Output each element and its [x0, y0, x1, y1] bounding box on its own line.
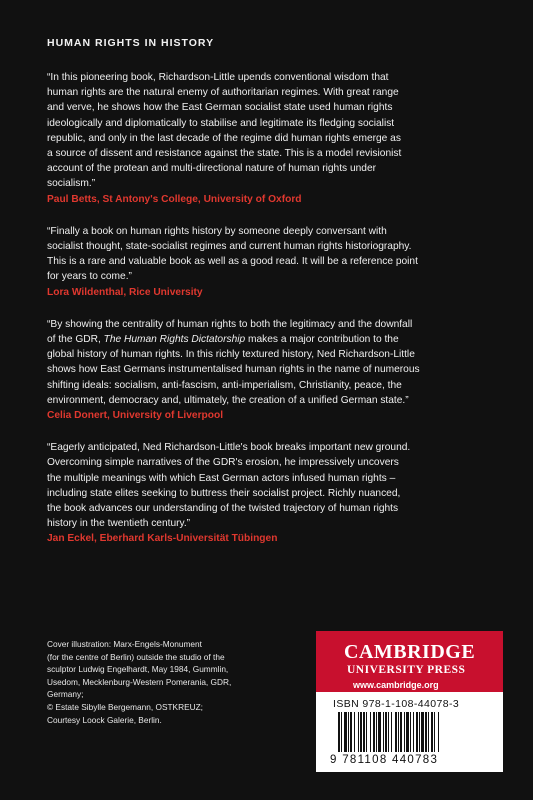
quote-line: This is a rare and valuable book as well as a good read. It will be a reference point: [47, 256, 418, 268]
quote-line: the book advances our understanding of the twisted trajectory of human rights: [47, 503, 399, 515]
credit-line: (for the centre of Berlin) outside the studio of the: [47, 651, 225, 662]
barcode-number: 9 781108 440783: [330, 754, 439, 766]
barcode-icon: [338, 712, 488, 752]
quote-betts: [47, 70, 507, 207]
barcode-panel: [316, 692, 503, 772]
quote-line: global history of human rights. In this richly textured history, Ned Richardson-Little: [47, 349, 415, 361]
publisher-name: CAMBRIDGE: [344, 641, 476, 663]
quote-wildenthal: [47, 224, 507, 300]
quote-line: socialist thought, state-socialist regimes and current human rights historiography.: [47, 241, 412, 253]
quote-line: history in the twentieth century.”: [47, 518, 191, 530]
quote-line-part: makes a major contribution to the: [245, 334, 399, 346]
quote-line: ideologically and diplomatically to stabilise and legitimate its fledging socialist: [47, 117, 395, 129]
quote-donert: [47, 317, 507, 423]
quote-line: and verve, he shows how the East German socialist state used human rights: [47, 102, 393, 114]
quote-line: “Finally a book on human rights history by someone deeply conversant with: [47, 225, 387, 237]
quote-line: “Eagerly anticipated, Ned Richardson-Little's book breaks important new ground.: [47, 442, 411, 454]
quote-attribution: Celia Donert, University of Liverpool: [47, 410, 224, 422]
series-title: HUMAN RIGHTS IN HISTORY: [47, 37, 215, 49]
quote-line: for years to come.”: [47, 271, 132, 283]
quote-line: account of the protean and multi-directional nature of human rights under: [47, 163, 377, 175]
cover-credit: [47, 638, 279, 726]
quote-line: environment, democracy and, ultimately, the creation of a unified German state.”: [47, 394, 409, 406]
credit-line: Courtesy Loock Galerie, Berlin.: [47, 714, 162, 725]
quote-line-part: of the GDR,: [47, 334, 104, 346]
book-title: The Human Rights Dictatorship: [103, 334, 246, 346]
quotes-section: [47, 70, 507, 564]
publisher-subtitle: UNIVERSITY PRESS: [347, 664, 466, 676]
quote-line: “In this pioneering book, Richardson-Little upends conventional wisdom that: [47, 72, 389, 83]
quote-text: [47, 70, 507, 192]
quote-attribution: Paul Betts, St Antony's College, University of Oxford: [47, 193, 302, 205]
quote-line: including state elites seeking to buttress their socialist project. Richly nuanced,: [47, 487, 401, 499]
quote-line: Overcoming simple narratives of the GDR's erosion, he impressively uncovers: [47, 457, 399, 469]
quote-line: a source of dissent and resistance against the state. This is a model revisionist: [47, 148, 402, 160]
quote-text: [47, 317, 507, 408]
quote-attribution: Lora Wildenthal, Rice University: [47, 286, 203, 298]
quote-line: the multiple meanings with which East German actors infused human rights –: [47, 472, 396, 484]
quote-line: shows how East Germans instrumentalised human rights in the name of numerous: [47, 364, 420, 376]
quote-text: [47, 224, 507, 285]
quote-line: “By showing the centrality of human rights to both the legitimacy and the downfall: [47, 318, 413, 330]
credit-line: © Estate Sibylle Bergemann, OSTKREUZ;: [47, 701, 203, 712]
quote-attribution: Jan Eckel, Eberhard Karls-Universität Tübingen: [47, 533, 278, 545]
isbn-label: ISBN 978-1-108-44078-3: [333, 698, 460, 710]
quote-line: shifting ideals: socialism, anti-fascism, anti-imperialism, Christianity, peace, the: [47, 379, 402, 391]
quote-line: human rights are the natural enemy of authoritarian regimes. With great range: [47, 87, 399, 99]
quote-line: republic, and only in the last decade of the regime did human rights emerge as: [47, 132, 401, 144]
quote-eckel: [47, 440, 507, 546]
quote-text: [47, 440, 507, 531]
credit-line: sculptor Ludwig Engelhardt, May 1984, Gummlin,: [47, 664, 229, 675]
quote-line: socialism.”: [47, 178, 96, 190]
publisher-website: www.cambridge.org: [353, 680, 439, 690]
credit-line: Germany;: [47, 689, 84, 700]
credit-line: Cover illustration: Marx-Engels-Monument: [47, 639, 202, 649]
credit-line: Usedom, Mecklenburg-Western Pomerania, GDR,: [47, 676, 232, 687]
